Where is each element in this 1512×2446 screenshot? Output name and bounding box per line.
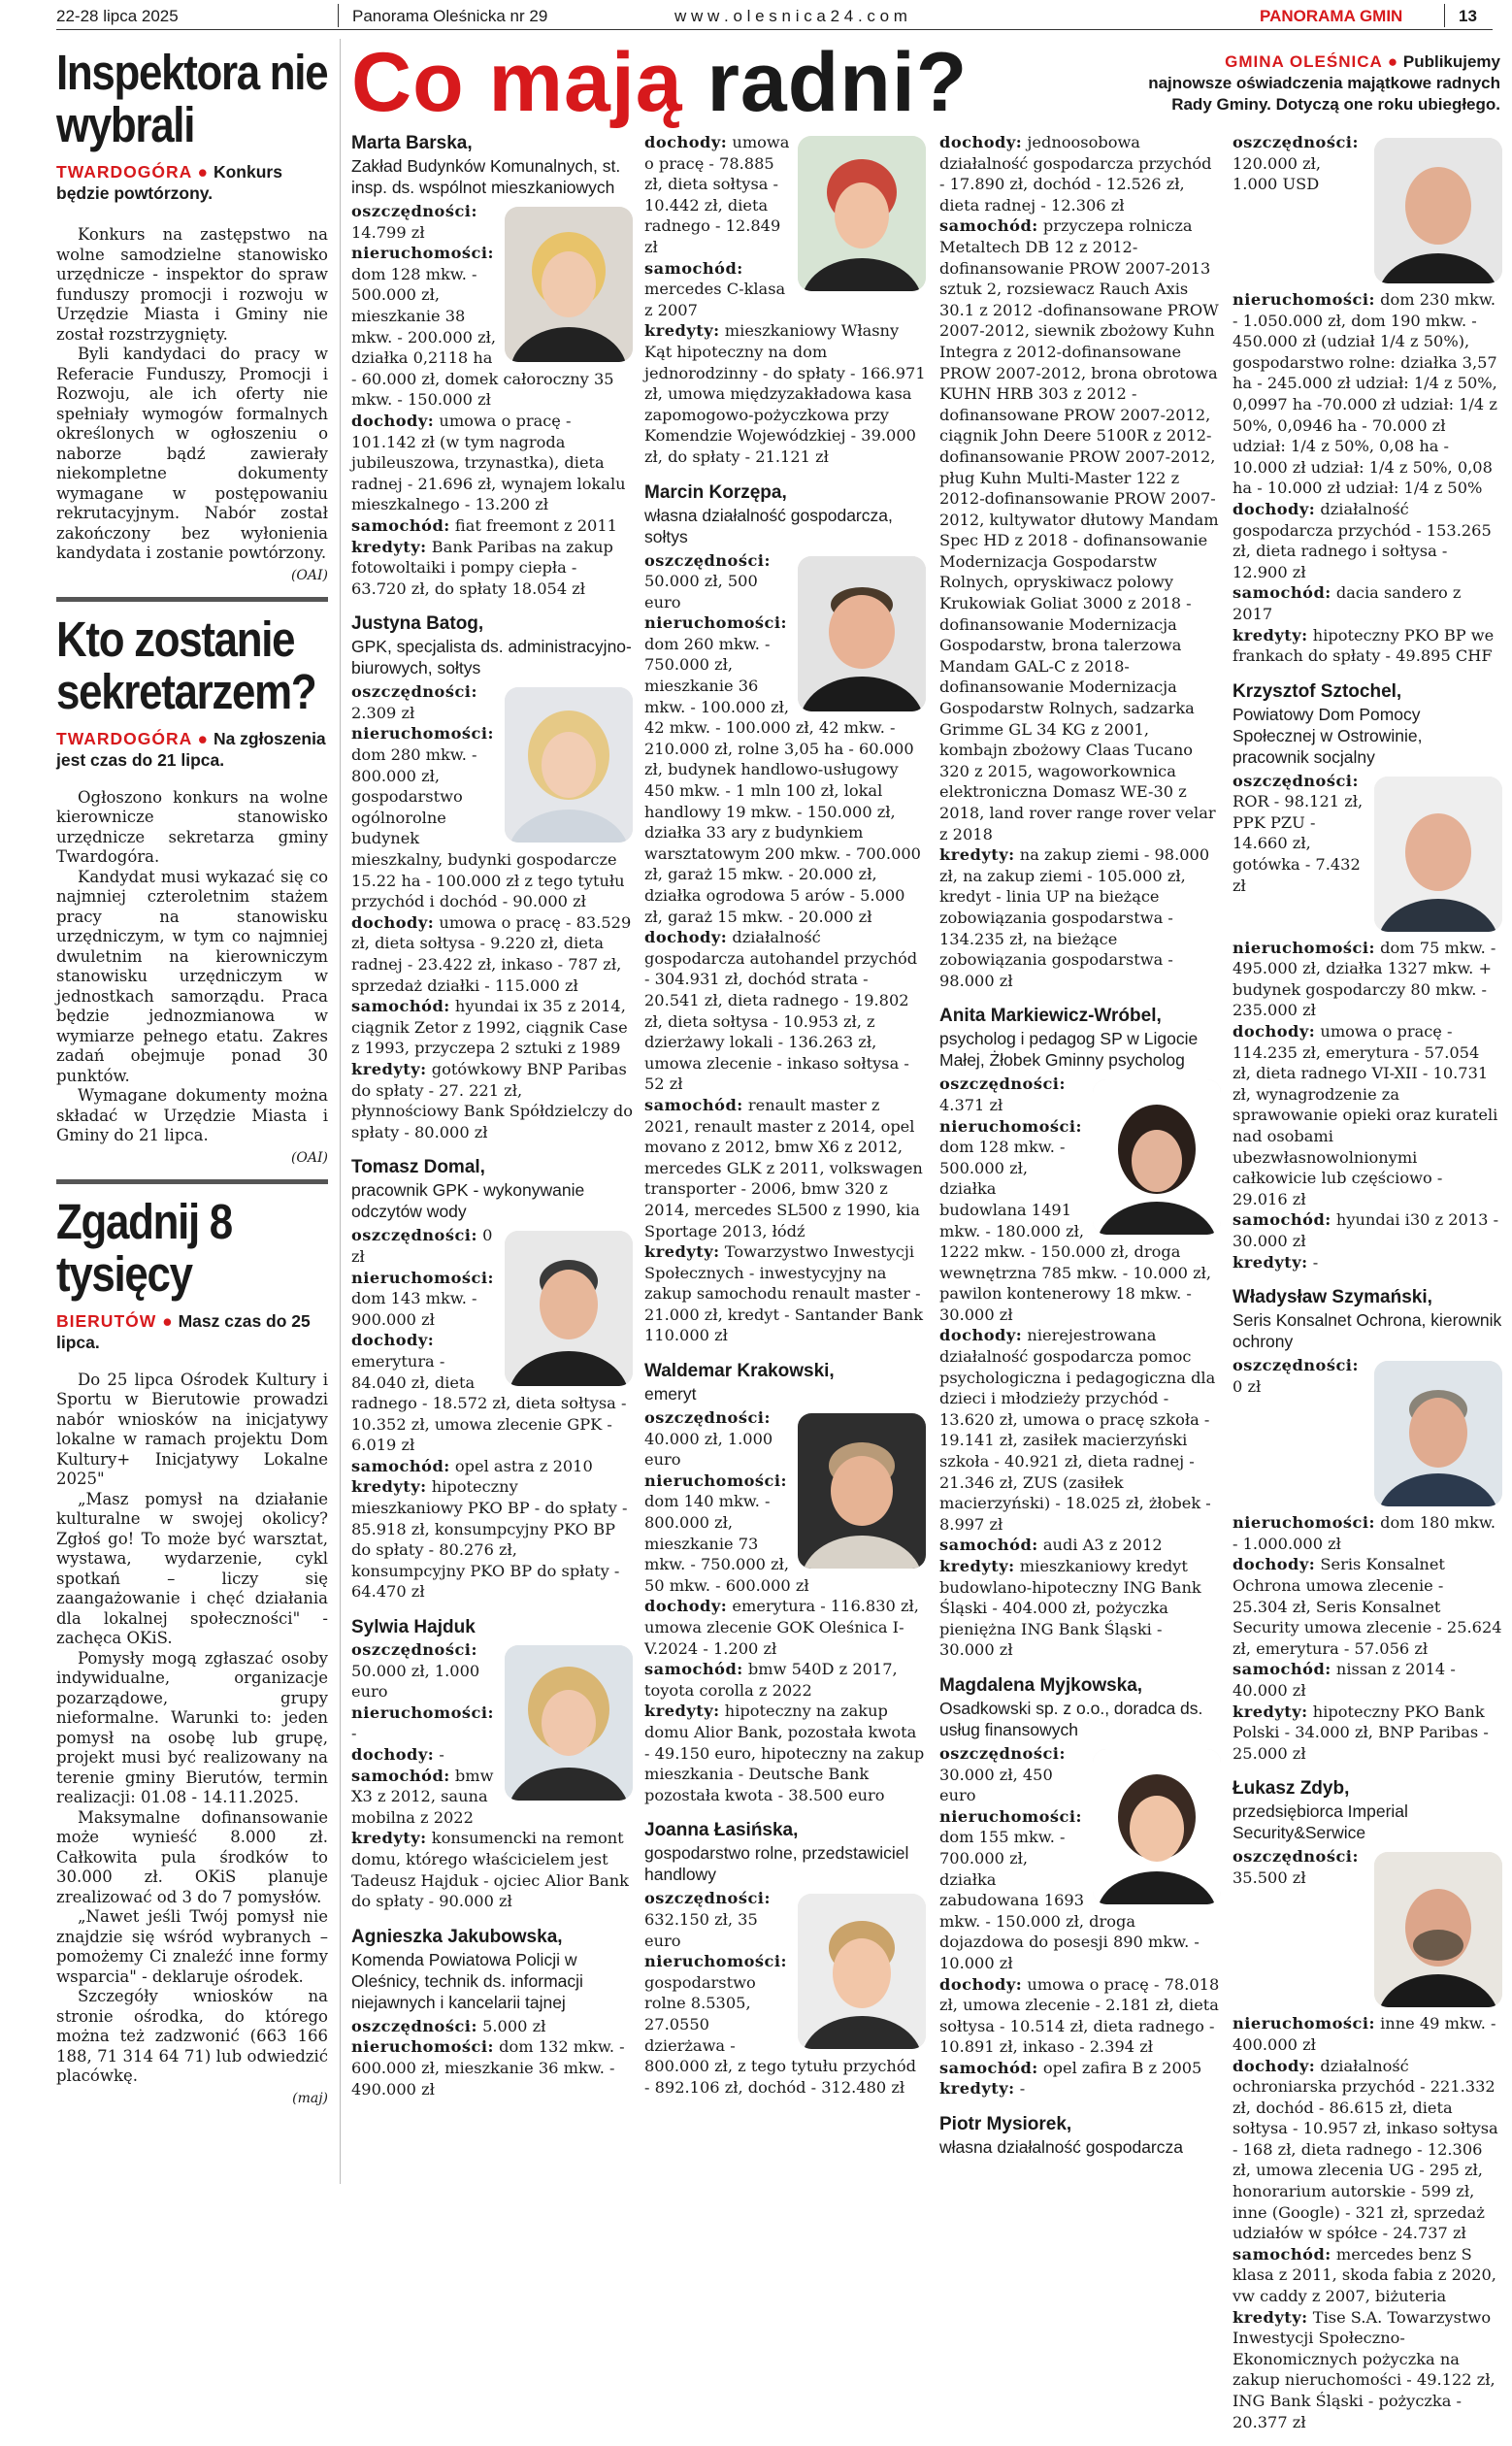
- label: nieruchomości:: [644, 1952, 787, 1971]
- paragraph: Kandydat musi wykazać się co najmniej czteroletnim stażem pracy na stanowisku urzędniczym, w tym co najmniej dwuletnim na kierowniczym stanowisku urzędniczym w jednostkach samorządu. Praca będzie jednozmianowa w wymiarze pełnego etatu. Zakres zadań obejmuje ponad 30 punktów.: [56, 867, 328, 1085]
- councillor-entry: [351, 612, 633, 1142]
- lead-text: Masz czas do 25 lipca.: [56, 1310, 311, 1352]
- value: dom 140 mkw. - 800.000 zł, mieszkanie 73 mkw. - 750.000 zł, 50 mkw. - 600.000 zł: [644, 1492, 809, 1595]
- value: fiat freemont z 2011: [454, 515, 617, 535]
- portrait-photo: [1374, 138, 1502, 283]
- councillor-entry-continued: [939, 132, 1221, 991]
- councillor-name: Piotr Mysiorek,: [939, 2114, 1072, 2135]
- label: nieruchomości:: [351, 1702, 494, 1722]
- value: emerytura - 116.830 zł, umowa zlecenie GOK Oleśnica I-V.2024 - 1.200 zł: [644, 1597, 919, 1658]
- label: nieruchomości:: [351, 724, 494, 744]
- label: nieruchomości:: [644, 1471, 787, 1490]
- title-red-part: Co mają: [351, 36, 683, 129]
- article-sekretarz: [56, 613, 328, 1166]
- value: dom 128 mkw. - 500.000 zł, mieszkanie 38 mkw. - 200.000 zł, działka 0,2118 ha - 60.000 zł, domek całoroczny 35 mkw. - 150.000 zł: [351, 264, 614, 410]
- label: dochody:: [939, 1326, 1023, 1345]
- section-name: PANORAMA GMIN: [1260, 7, 1403, 25]
- article-title: Zgadnij 8 tysięcy: [56, 1193, 232, 1302]
- portrait-photo: [1374, 1852, 1502, 2007]
- councillor-position: Komenda Powiatowa Policji w Oleśnicy, technik ds. informacji niejawnych i kancelarii tajnej: [351, 1949, 583, 2012]
- value: Seris Konsalnet Ochrona umowa zlecenie - 25.304 zł, Seris Konsalnet Security umowa zlecenie - 25.624 zł, emerytura - 57.056 zł: [1233, 1555, 1502, 1658]
- councillor-name: Waldemar Krakowski,: [644, 1361, 835, 1382]
- councillor-entry: [351, 132, 633, 599]
- issue-date: 22-28 lipca 2025: [56, 7, 179, 25]
- value: na zakup ziemi - 98.000 zł, na zakup ziemi - 105.000 zł, kredyt - linia UP na bieżące zobowiązania gospodarstwa - 134.235 zł, na bieżące zobowiązania gospodarstwa - 98.000 zł: [939, 845, 1210, 990]
- councillor-entry: [644, 481, 926, 1347]
- label: kredyty:: [1233, 625, 1308, 645]
- value: działalność gospodarcza przychód - 153.265 zł, dieta radnego i sołtysa - 12.900 zł: [1233, 499, 1492, 581]
- page-number: 13: [1459, 7, 1477, 25]
- value: ROR - 98.121 zł, PPK PZU - 14.660 zł, gotówka - 7.432 zł: [1233, 792, 1364, 895]
- location-tag: TWARDOGÓRA ●: [56, 728, 210, 748]
- portrait-photo: [798, 556, 926, 711]
- value: umowa o pracę - 114.235 zł, emerytura - 57.054 zł, dieta radnego VI-XII - 10.731 zł, wynagrodzenie za sprawowanie opieki oraz kurateli nad osobami ubezwłasnowolnionymi całkowicie lub częściowo - 29.016 zł: [1233, 1022, 1498, 1208]
- councillor-position: GPK, specjalista ds. administracyjno-biurowych, sołtys: [351, 637, 632, 678]
- label: kredyty:: [644, 1702, 720, 1721]
- paper-name: Panorama Oleśnicka nr 29: [352, 7, 548, 25]
- value: umowa o pracę - 83.529 zł, dieta sołtysa - 9.220 zł, dieta radnej - 23.422 zł, inkaso - 787 zł, sprzedaż działki - 115.000 zł: [351, 912, 632, 995]
- label: dochody:: [644, 1597, 728, 1616]
- value: 0 zł: [351, 1226, 493, 1266]
- label: oszczędności:: [939, 1743, 1066, 1763]
- article-inspektora: [56, 47, 328, 583]
- label: dochody:: [351, 1745, 435, 1764]
- value: gospodarstwo rolne 8.5305, 27.0550 dzierżawa - 800.000 zł, z tego tytułu przychód - 892.106 zł, dochód - 312.480 zł: [644, 1972, 916, 2097]
- portrait-photo: [798, 136, 926, 291]
- label: oszczędności:: [351, 1226, 477, 1245]
- value: bmw 540D z 2017, toyota corolla z 2022: [644, 1660, 898, 1700]
- paragraph: Byli kandydaci do pracy w Referacie Funduszy, Promocji i Rozwoju, ale ich oferty nie spełniały wymogów formalnych określonych w ogłoszeniu o naborze bądź zawierały niekompletne dokumenty wymagane w postępowaniu rekrutacyjnym. Nabór został zakończony bez wyłonienia kandydata i zostanie powtórzony.: [56, 345, 328, 562]
- label: nieruchomości:: [939, 1116, 1082, 1136]
- value: mieszkaniowy Własny Kąt hipoteczny na dom jednorodzinny - do spłaty - 166.971 zł, umowa międzyzakładowa kasa zapomogowo-pożyczkowa przy Komendzie Wojewódzkiej - 39.000 zł, do spłaty - 21.121 zł: [644, 321, 926, 466]
- councillor-entry: [1233, 1777, 1502, 2432]
- councillor-entry-continued: [644, 132, 926, 468]
- value: 2.309 zł: [351, 703, 415, 722]
- value: umowa o pracę - 101.142 zł (w tym nagroda jubileuszowa, trzynastka), dieta radnej - 21.696 zł, wynajem lokalu mieszkalnego - 13.200 zł: [351, 411, 626, 514]
- value: dom 230 mkw. - 1.050.000 zł, dom 190 mkw. - 450.000 zł (udział 1/4 z 50%), gospodarstwo rolne: działka 3,57 ha - 245.000 zł udział: 1/4 z 50%, 0,0997 ha -70.000 zł udział: 1/4 z 50%, 0,0946 ha - 70.000 zł udział: 1/4 z 50%, 0,08 ha - 10.000 zł udział: 1/4 z 50%, 0,08 ha - 10.000 zł udział: 1/4 z 50%: [1233, 290, 1497, 498]
- article-zgadnij: [56, 1193, 328, 2106]
- declarations-column-2: [644, 132, 926, 2111]
- portrait-photo: [798, 1413, 926, 1569]
- value: dom 75 mkw. - 495.000 zł, działka 1327 mkw. + budynek gospodarczy 80 mkw. - 235.000 zł: [1233, 938, 1496, 1020]
- value: dom 128 mkw. - 500.000 zł, działka budowlana 1491 mkw. - 180.000 zł, 1222 mkw. - 150.000 zł, droga wewnętrzna 785 mkw. - 10.000 zł, pawilon kontenerowy 18 mkw. - 30.000 zł: [939, 1138, 1212, 1324]
- portrait-photo: [1374, 777, 1502, 932]
- value: renault master z 2021, renault master z 2014, opel movano z 2012, bmw X6 z 2012, mercedes GLK z 2011, volkswagen transporter - 2006, bmw 320 z 2014, mercedes SL500 z 1990, kia Sportage 2013, łódź: [644, 1095, 923, 1240]
- portrait-photo: [1093, 1079, 1221, 1235]
- value: opel astra z 2010: [454, 1456, 593, 1475]
- councillor-entry: [939, 1005, 1221, 1661]
- councillor-name: Łukasz Zdyb,: [1233, 1778, 1350, 1800]
- label: samochód:: [1233, 2244, 1331, 2264]
- label: kredyty:: [351, 1059, 427, 1078]
- councillor-entry: [644, 1819, 926, 2098]
- label: dochody:: [644, 928, 728, 947]
- councillor-position: Powiatowy Dom Pomocy Społecznej w Ostrowinie, pracownik socjalny: [1233, 704, 1423, 767]
- value: 5.000 zł: [482, 2016, 546, 2035]
- main-title: [351, 35, 968, 131]
- councillor-entry: [1233, 1286, 1502, 1764]
- label: kredyty:: [1233, 1252, 1308, 1272]
- value: 30.000 zł, 450 euro: [939, 1765, 1053, 1805]
- value: hyundai ix 35 z 2014, ciągnik Zetor z 1992, ciągnik Case z 1993, przyczepa 2 sztuki z 1989: [351, 997, 628, 1058]
- portrait-photo: [1374, 1361, 1502, 1506]
- label: kredyty:: [1233, 2307, 1308, 2327]
- value: mieszkaniowy kredyt budowlano-hipoteczny ING Bank Śląski - 404.000 zł, pożyczka pieniężna ING Bank Śląski - 30.000 zł: [939, 1557, 1201, 1660]
- article-title: Inspektora nie wybrali: [56, 45, 328, 152]
- title-dark-part: radni?: [707, 36, 969, 129]
- portrait-photo: [505, 207, 633, 362]
- value: nierejestrowana działalność gospodarcza pomoc psychologiczna i pedagogiczna dla dzieci i młodzieży przychód - 13.620 zł, umowa o pracę szkoła - 19.141 zł, zasiłek macierzyński szkoła - 40.921 zł, dieta radnej - 21.346 zł, ZUS (zasiłek macierzyński) - 18.025 zł, żłobek - 8.997 zł: [939, 1326, 1216, 1534]
- label: nieruchomości:: [1233, 938, 1375, 957]
- paragraph: Konkurs na zastępstwo na wolne samodzielne stanowisko urzędnicze - inspektor do spraw funduszy promocji i rozwoju w Urzędzie Miasta i Gminy nie został rozstrzygnięty.: [56, 225, 328, 344]
- label: dochody:: [351, 411, 435, 430]
- value: 50.000 zł, 1.000 euro: [351, 1661, 480, 1702]
- councillor-position: Zakład Budynków Komunalnych, st. insp. ds. wspólnot mieszkaniowych: [351, 156, 621, 197]
- value: mercedes C-klasa z 2007: [644, 280, 786, 319]
- label: dochody:: [351, 1331, 435, 1350]
- councillor-name: Sylwia Hajduk: [351, 1617, 476, 1638]
- label: samochód:: [939, 216, 1038, 236]
- value: emerytura - 84.040 zł, dieta radnego - 18.572 zł, dieta sołtysa - 10.352 zł, umowa zlecenie GPK - 6.019 zł: [351, 1351, 627, 1455]
- value: 632.150 zł, 35 euro: [644, 1909, 758, 1950]
- label: samochód:: [1233, 583, 1331, 603]
- label: nieruchomości:: [1233, 290, 1375, 309]
- label: nieruchomości:: [351, 2037, 494, 2057]
- label: oszczędności:: [1233, 1847, 1359, 1867]
- label: dochody:: [644, 133, 728, 151]
- value: -: [351, 1724, 357, 1743]
- label: dochody:: [351, 912, 435, 932]
- councillor-name: Magdalena Myjkowska,: [939, 1674, 1143, 1696]
- value: dom 180 mkw. - 1.000.000 zł: [1233, 1513, 1496, 1553]
- section-rule: [56, 1179, 328, 1184]
- location-tag: GMINA OLEŚNICA ●: [1225, 52, 1399, 71]
- label: kredyty:: [644, 1242, 720, 1262]
- value: 120.000 zł, 1.000 USD: [1233, 153, 1322, 194]
- value: nissan z 2014 - 40.000 zł: [1233, 1660, 1456, 1700]
- value: przyczepa rolnicza Metaltech DB 12 z 2012-dofinansowanie PROW 2007-2013 sztuk 2, rozsiewacz Rauch Axis 30.1 z 2012 -dofinansowane PROW 2007-2012, siewnik zbożowy Kuhn Integra z 2012-dofinansowane PROW 2007-2012, brona obrotowa KUHN HRB 303 z 2012 - dofinansowane PROW 2007-2012, ciągnik John Deere 5100R z 2012- dofinansowanie PROW 2007-2012, pług Kuhn Multi-Master 122 z 2012-dofinansowanie PROW 2007-2012, kultywator dłutowy Mandam Spec HD z 2018 - dofinansowanie Modernizacja Gospodarstw Rolnych, opryskiwacz polowy Krukowiak Goliat 3000 z 2018 - dofinansowanie Modernizacja Gospodarstw, brona talerzowa Mandam GAL-C z 2018-dofinansowanie Modernizacja Gospodarstw Rolnych, sadzarka Grimme GL 34 KG z 2001, kombajn zbożowy Claas Tucano 320 z 2015, wagoworkownica elektroniczna Domasz WE-30 z 2018, land rover range rover velar z 2018: [939, 216, 1219, 843]
- signature: (maj): [292, 2090, 328, 2106]
- label: nieruchomości:: [644, 613, 787, 633]
- article-body: [56, 1371, 328, 2087]
- declarations-column-3: [939, 132, 1221, 2171]
- label: samochód:: [351, 1766, 450, 1785]
- value: hyundai i30 z 2013 - 30.000 zł: [1233, 1210, 1499, 1250]
- councillor-position: pracownik GPK - wykonywanie odczytów wody: [351, 1180, 585, 1222]
- label: dochody:: [1233, 2056, 1316, 2075]
- label: kredyty:: [644, 321, 720, 341]
- paragraph: „Nawet jeśli Twój pomysł nie znajdzie się wśród wybranych – pomożemy Ci znaleźć inne formy wsparcia" - deklaruje ośrodek.: [56, 1907, 328, 1986]
- value: opel zafira B z 2005: [1042, 2058, 1202, 2077]
- label: samochód:: [1233, 1210, 1331, 1230]
- label: samochód:: [351, 515, 450, 535]
- paragraph: Ogłoszono konkurs na wolne kierownicze stanowisko urzędnicze sekretarza gminy Twardogóra.: [56, 787, 328, 866]
- councillor-name: Władysław Szymański,: [1233, 1287, 1432, 1308]
- label: kredyty:: [939, 1557, 1015, 1575]
- paragraph: Pomysły mogą zgłaszać osoby indywidualne, organizacje pozarządowe, grupy nieformalne. Warunki to: jeden pomysł na osobę lub grupę, projekt musi być realizowany na terenie gminy Bierutów, termin realizacji: 01.08 - 14.11.2025.: [56, 1648, 328, 1806]
- label: kredyty:: [351, 537, 427, 556]
- value: dacia sandero z 2017: [1233, 583, 1462, 623]
- councillor-position: Seris Konsalnet Ochrona, kierownik ochrony: [1233, 1310, 1502, 1352]
- page-header: [56, 4, 1493, 30]
- value: hipoteczny PKO Bank Polski - 34.000 zł, BNP Paribas - 25.000 zł: [1233, 1702, 1489, 1763]
- councillor-position: przedsiębiorca Imperial Security&Serwice: [1233, 1801, 1408, 1843]
- signature: (OAI): [290, 1149, 328, 1166]
- councillor-name: Joanna Łasińska,: [644, 1820, 799, 1841]
- value: Towarzystwo Inwestycji Społecznych - inwestycyjny na zakup samochodu renault master - 21.000 zł, kredyt - Santander Bank 110.000 zł: [644, 1242, 924, 1345]
- paragraph: Do 25 lipca Ośrodek Kultury i Sportu w Bierutowie prowadzi nabór wniosków na inicjatywy lokalne w ramach projektu Dom Kultury+ Inicjatywy Lokalne 2025": [56, 1370, 328, 1488]
- councillor-entry: [351, 1156, 633, 1603]
- councillor-position: emeryt: [644, 1384, 697, 1405]
- councillor-entry-continued: [1233, 132, 1502, 667]
- value: bmw X3 z 2012, sauna mobilna z 2022: [351, 1766, 494, 1827]
- label: dochody:: [939, 1974, 1023, 1994]
- label: kredyty:: [351, 1477, 427, 1497]
- value: dom 260 mkw. - 750.000 zł, mieszkanie 36 mkw. - 100.000 zł, 42 mkw. - 100.000 zł, 42 mkw. - 210.000 zł, rolne 3,05 ha - 60.000 zł, budynek handlowo-usługowy 450 mkw. - 1 mln 100 zł, lokal handlowy 19 mkw. - 150.000 zł, działka 33 ary z budynkiem warsztatowym 200 mkw. - 700.000 zł, garaż 15 mkw. - 20.000 zł, działka ogrodowa 5 arów - 5.000 zł, garaż 15 mkw. - 20.000 zł: [644, 634, 921, 926]
- label: oszczędności:: [644, 1889, 771, 1908]
- value: działalność gospodarcza autohandel przychód - 304.931 zł, dochód strata - 20.541 zł, dieta radnego - 19.802 zł, dieta sołtysa - 10.953 zł, z dzierżawy lokali - 136.263 zł, umowa zlecenie - inkaso sołtysa - 52 zł: [644, 928, 918, 1094]
- value: konsumencki na remont domu, którego właścicielem jest Tadeusz Hajduk - ojciec Alior Bank do spłaty - 90.000 zł: [351, 1829, 629, 1911]
- label: oszczędności:: [1233, 133, 1359, 151]
- location-tag: TWARDOGÓRA ●: [56, 162, 210, 182]
- label: dochody:: [939, 133, 1023, 151]
- portrait-photo: [505, 1645, 633, 1801]
- divider: [338, 4, 339, 27]
- value: mercedes benz S klasa z 2011, skoda fabia z 2020, vw caddy z 2007, biżuteria: [1233, 2244, 1496, 2306]
- label: dochody:: [1233, 1555, 1316, 1574]
- councillor-entry: [1233, 680, 1502, 1273]
- value: umowa o pracę - 78.018 zł, umowa zlecenie - 2.181 zł, dieta sołtysa - 10.514 zł, dieta radnego - 10.891 zł, inkaso - 2.394 zł: [939, 1974, 1220, 2057]
- label: nieruchomości:: [1233, 1513, 1375, 1533]
- column-divider: [340, 39, 341, 2184]
- label: kredyty:: [1233, 1702, 1308, 1721]
- label: samochód:: [939, 2058, 1038, 2077]
- councillor-name: Marta Barska,: [351, 133, 473, 153]
- divider: [1444, 4, 1445, 27]
- label: nieruchomości:: [351, 1268, 494, 1287]
- councillor-position: gospodarstwo rolne, przedstawiciel handlowy: [644, 1843, 909, 1885]
- councillor-name: Krzysztof Sztochel,: [1233, 680, 1402, 702]
- label: dochody:: [1233, 499, 1316, 518]
- main-intro: [1145, 51, 1500, 116]
- value: dom 280 mkw. - 800.000 zł, gospodarstwo ogólnorolne budynek mieszkalny, budynki gospodarcze 15.22 ha - 100.000 zł z tego tytułu przychód i dochód - 90.000 zł: [351, 745, 625, 911]
- councillor-position: własna działalność gospodarcza, sołtys: [644, 505, 893, 546]
- councillor-name: Justyna Batog,: [351, 613, 484, 635]
- label: nieruchomości:: [939, 1806, 1082, 1826]
- paragraph: Szczegóły wniosków na stronie ośrodka, do którego można też zadzwonić (663 166 188, 71 314 64 71) lub odwiedzić placówkę.: [56, 1987, 328, 2085]
- article-lead: [56, 728, 328, 771]
- councillor-position: własna działalność gospodarcza: [939, 2137, 1183, 2158]
- value: Tise S.A. Towarzystwo Inwestycji Społeczno-Ekonomicznych pożyczka na zakup nieruchomości - 49.122 zł, ING Bank Śląski - pożyczka - 20.377 zł: [1233, 2307, 1496, 2431]
- label: kredyty:: [351, 1829, 427, 1848]
- councillor-entry: [939, 1674, 1221, 2099]
- article-lead: [56, 161, 328, 204]
- article-body: [56, 788, 328, 1146]
- label: samochód:: [1233, 1660, 1331, 1679]
- value: działalność ochroniarska przychód - 221.332 zł, dochód - 86.615 zł, dieta sołtysa - 10.957 zł, inkaso sołtysa - 168 zł, dieta radnego - 12.306 zł, umowa zlecenia UG - 295 zł, honorarium autorskie - 599 zł, inne (Google) - 321 zł, sprzedaż udziałów w spółce - 24.737 zł: [1233, 2056, 1498, 2243]
- value: gotówkowy BNP Paribas do spłaty - 27. 221 zł, płynnościowy Bank Spółdzielczy do spłaty - 80.000 zł: [351, 1059, 633, 1141]
- paragraph: „Masz pomysł na działanie kulturalne w swojej okolicy? Zgłoś go! To może być warsztat, wystawa, wydarzenie, cykl spotkań – liczy się zaangażowanie i chęć działania dla lokalnej społeczności" - zachęca OKiS.: [56, 1489, 328, 1647]
- portrait-photo: [505, 687, 633, 843]
- label: oszczędności:: [1233, 771, 1359, 790]
- value: hipoteczny PKO BP we frankach do spłaty - 49.895 CHF: [1233, 625, 1495, 666]
- lead-text: Na zgłoszenia jest czas do 21 lipca.: [56, 728, 326, 770]
- value: 35.500 zł: [1233, 1868, 1306, 1887]
- label: samochód:: [351, 1456, 450, 1475]
- councillor-entry: [939, 2113, 1221, 2158]
- label: oszczędności:: [939, 1074, 1066, 1094]
- value: dom 143 mkw. - 900.000 zł: [351, 1289, 477, 1329]
- left-column: [56, 39, 328, 2106]
- councillor-entry: [644, 1360, 926, 1805]
- portrait-photo: [505, 1231, 633, 1386]
- value: -: [1019, 2079, 1026, 2099]
- councillor-name: Anita Markiewicz-Wróbel,: [939, 1006, 1162, 1027]
- lead-text: Konkurs będzie powtórzony.: [56, 162, 282, 203]
- councillor-position: Osadkowski sp. z o.o., doradca ds. usług finansowych: [939, 1698, 1203, 1739]
- declarations-column-1: [351, 132, 633, 2113]
- section-rule: [56, 597, 328, 602]
- intro-text: Publikujemy najnowsze oświadczenia majątkowe radnych Rady Gminy. Dotyczą one roku ubiegłego.: [1148, 52, 1500, 114]
- article-title: Kto zostanie sekretarzem?: [56, 611, 316, 719]
- value: dom 155 mkw. - 700.000 zł, działka zabudowana 1693 mkw. - 150.000 zł, droga dojazdowa do posesji 890 mkw. - 10.000 zł: [939, 1828, 1200, 1972]
- article-body: [56, 225, 328, 564]
- label: kredyty:: [939, 2079, 1015, 2099]
- location-tag: BIERUTÓW ●: [56, 1310, 174, 1331]
- label: samochód:: [644, 1660, 743, 1679]
- value: -: [1312, 1252, 1319, 1272]
- paragraph: Wymagane dokumenty można składać w Urzędzie Miasta i Gminy do 21 lipca.: [56, 1086, 328, 1144]
- article-lead: [56, 1310, 328, 1353]
- councillor-position: psycholog i pedagog SP w Ligocie Małej, Żłobek Gminny psycholog: [939, 1029, 1199, 1071]
- label: samochód:: [644, 258, 743, 278]
- label: oszczędności:: [1233, 1356, 1359, 1375]
- value: 4.371 zł: [939, 1095, 1003, 1114]
- councillor-name: Marcin Korzępa,: [644, 481, 787, 503]
- councillor-name: Tomasz Domal,: [351, 1157, 485, 1178]
- portrait-photo: [1093, 1749, 1221, 1904]
- councillor-entry: [351, 1616, 633, 1912]
- value: 50.000 zł, 500 euro: [644, 572, 758, 612]
- value: Bank Paribas na zakup fotowoltaiki i pompy ciepła - 63.720 zł, do spłaty 18.054 zł: [351, 537, 613, 598]
- value: 0 zł: [1233, 1376, 1262, 1396]
- paragraph: Maksymalne dofinansowanie może wynieść 8.000 zł. Całkowita pula środków to 30.000 zł. OKiS planuje zrealizować od 3 do 7 pomysłów.: [56, 1807, 328, 1906]
- label: oszczędności:: [351, 1640, 477, 1660]
- value: hipoteczny mieszkaniowy PKO BP - do spłaty - 85.918 zł, konsumpcyjny PKO BP do spłaty - 80.276 zł, konsumpcyjny PKO BP do spłaty - 64.470 zł: [351, 1477, 628, 1602]
- label: oszczędności:: [351, 202, 477, 220]
- declarations-column-4: [1233, 132, 1502, 2446]
- councillor-name: Agnieszka Jakubowska,: [351, 1926, 563, 1947]
- label: oszczędności:: [351, 682, 477, 702]
- label: samochód:: [939, 1536, 1038, 1555]
- value: hipoteczny na zakup domu Alior Bank, pozostała kwota - 49.150 euro, hipoteczny na zakup mieszkania - Deutsche Bank pozostała kwota - 38.500 euro: [644, 1702, 925, 1804]
- portrait-photo: [798, 1894, 926, 2049]
- website: w w w . o l e s n i c a 2 4 . c o m: [674, 7, 907, 25]
- label: samochód:: [644, 1095, 743, 1114]
- label: dochody:: [1233, 1022, 1316, 1041]
- label: kredyty:: [939, 845, 1015, 865]
- value: umowa o pracę - 78.885 zł, dieta sołtysa - 10.442 zł, dieta radnego - 12.849 zł: [644, 133, 790, 256]
- label: oszczędności:: [351, 2016, 477, 2035]
- councillor-entry: [351, 1926, 633, 2099]
- label: oszczędności:: [644, 1408, 771, 1428]
- label: nieruchomości:: [351, 244, 494, 263]
- label: oszczędności:: [644, 550, 771, 570]
- signature: (OAI): [290, 567, 328, 583]
- value: dom 132 mkw. - 600.000 zł, mieszkanie 36 mkw. - 490.000 zł: [351, 2037, 625, 2099]
- value: jednoosobowa działalność gospodarcza przychód - 17.890 zł, dochód - 12.526 zł, dieta radnej - 12.306 zł: [939, 133, 1212, 215]
- value: -: [439, 1745, 444, 1764]
- value: inne 49 mkw. - 400.000 zł: [1233, 2014, 1496, 2054]
- value: 14.799 zł: [351, 222, 425, 242]
- label: nieruchomości:: [1233, 2014, 1375, 2033]
- value: 40.000 zł, 1.000 euro: [644, 1429, 773, 1470]
- value: audi A3 z 2012: [1042, 1536, 1163, 1555]
- label: samochód:: [351, 997, 450, 1016]
